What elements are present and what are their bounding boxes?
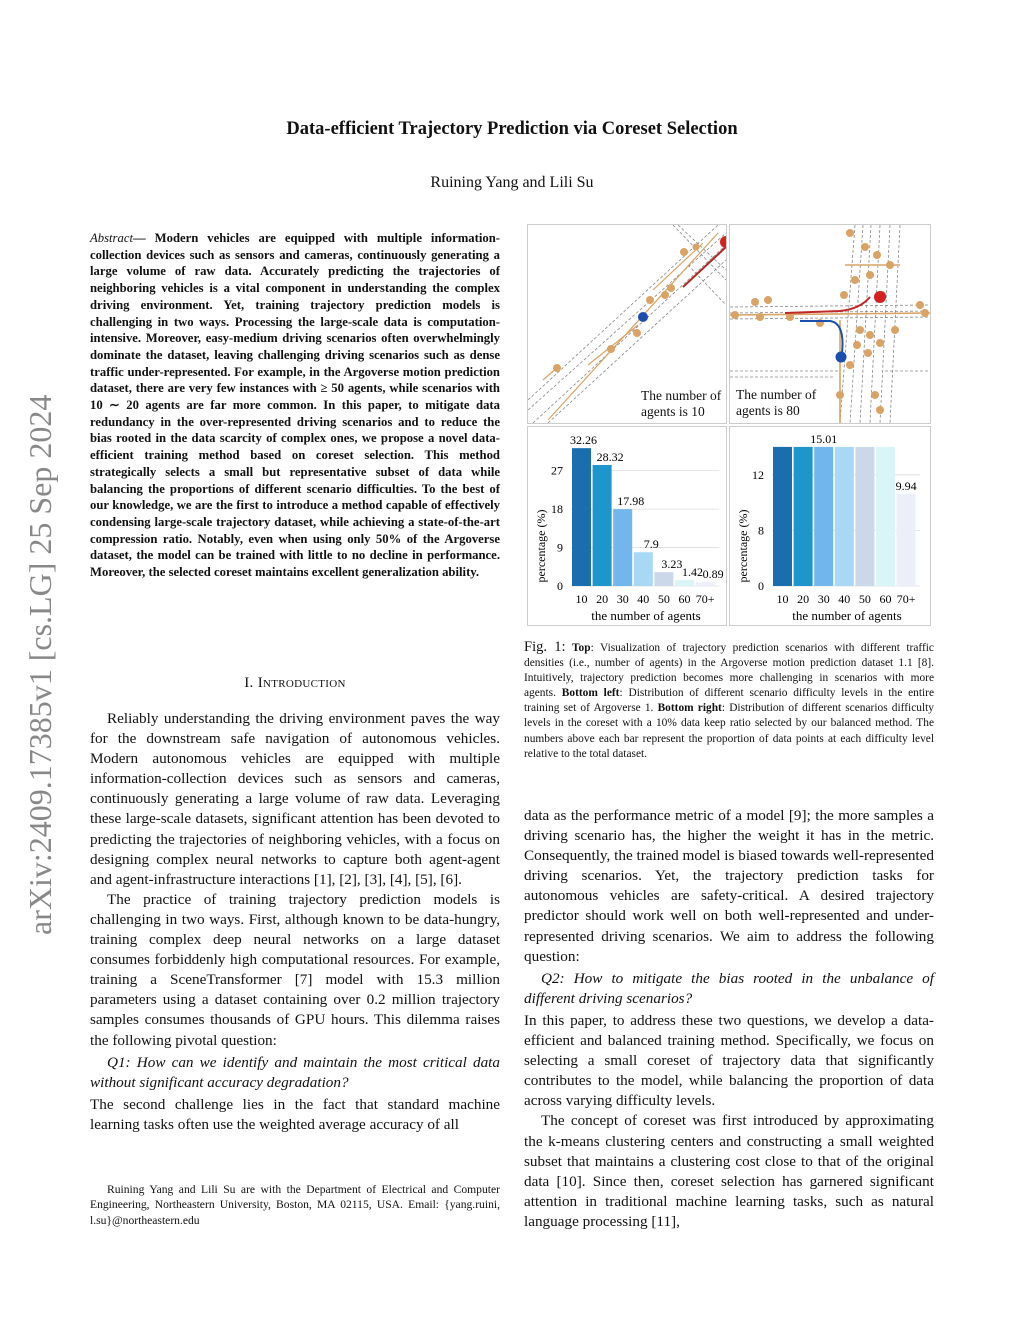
bar-chart-coreset — [730, 427, 930, 625]
y-tick-label: 0 — [758, 579, 764, 593]
bar-value-label: 17.98 — [617, 494, 645, 509]
bar-70+ — [897, 494, 916, 586]
x-tick-label: 30 — [817, 592, 830, 606]
x-tick-label: 60 — [879, 592, 892, 606]
paper-authors: Ruining Yang and Lili Su — [430, 174, 594, 191]
bar-value-label: 1.42 — [682, 564, 703, 579]
abstract — [90, 230, 500, 581]
caption-bold-label: Bottom right — [657, 702, 722, 715]
paper-title: Data-efficient Trajectory Prediction via Coreset Selection — [286, 119, 738, 139]
bar-20 — [794, 447, 813, 586]
paragraph: The concept of coreset was first introduced by approximating the k-means clustering centers and constructing a small weighted subset that maintains a clustering cost close to that of the original data [10]. Since then, coreset selection has garnered significant attention in traditional machine learning tasks, such as natural language processing [11], — [524, 1112, 934, 1230]
bar-value-label: 3.23 — [661, 557, 683, 572]
x-tick-label: 10 — [575, 592, 588, 606]
x-axis-label: the number of agents — [591, 608, 701, 623]
x-tick-label: 30 — [616, 592, 629, 606]
y-tick-label: 12 — [752, 467, 764, 482]
bar-value-label: 32.26 — [570, 433, 597, 448]
bar-value-label: 7.9 — [643, 537, 659, 552]
bar-60 — [876, 447, 895, 586]
x-tick-label: 60 — [678, 592, 691, 606]
y-tick-label: 8 — [758, 523, 764, 538]
bar-10 — [572, 448, 591, 586]
chart-panel-full-dataset — [527, 426, 727, 626]
bar-40 — [634, 552, 653, 586]
footnote-text: Ruining Yang and Lili Su are with the Department of Electrical and Computer Engineering, Northeastern University, Boston, MA 02115, USA. Email: {yang.ruini, l.su}@northeastern.edu — [90, 1183, 500, 1227]
x-tick-label: 70+ — [896, 592, 916, 606]
question-q1: Q1: How can we identify and maintain the most critical data without significant accuracy degradation? — [90, 1053, 500, 1091]
x-tick-label: 50 — [858, 592, 871, 606]
scene-panel-10-agents — [527, 224, 727, 424]
figure-caption — [524, 640, 934, 762]
bar-20 — [593, 465, 612, 586]
x-tick-label: 40 — [637, 592, 650, 606]
bar-value-label: 15.01 — [810, 431, 838, 446]
x-tick-label: 20 — [797, 592, 810, 606]
x-tick-label: 70+ — [695, 592, 715, 606]
chart-panel-coreset — [729, 426, 931, 626]
bar-10 — [773, 447, 792, 586]
paragraph: In this paper, to address these two questions, we develop a data-efficient and balanced training method. Specifically, we focus on selecting a small coreset of trajectory data that significantly contributes to the model, while balancing the proportion of data across varying difficulty levels. — [524, 1011, 934, 1110]
bar-value-label: 0.89 — [702, 567, 724, 582]
bar-70+ — [696, 582, 715, 586]
bar-value-label: 9.94 — [895, 478, 917, 493]
paragraph: The practice of training trajectory prediction models is challenging in two ways. First, although known to be data-hungry, training complex deep neural networks on a large dataset consumes forbiddenly high computational resources. For example, training a SceneTransformer [7] model with 15.3 million parameters using a dataset containing over 0.2 million trajectory samples consumes thousands of GPU hours. This dilemma raises the following pivotal question: — [90, 890, 500, 1049]
bar-30 — [613, 509, 632, 586]
x-tick-label: 10 — [776, 592, 789, 606]
y-axis-label: percentage (%) — [534, 509, 548, 583]
scene-label-10: The number of agents is 10 — [641, 388, 725, 420]
section-heading — [90, 675, 500, 692]
y-tick-label: 18 — [551, 502, 563, 517]
abstract-label: Abstract — [90, 231, 133, 245]
caption-bold-label: Top — [572, 642, 591, 654]
section-title: Introduction — [257, 675, 346, 691]
bar-value-label: 28.32 — [596, 449, 624, 464]
right-column-body — [524, 806, 934, 1232]
x-tick-label: 50 — [657, 592, 670, 606]
x-axis-label: the number of agents — [792, 608, 902, 623]
y-tick-label: 0 — [557, 579, 563, 593]
scene-panel-80-agents — [729, 224, 931, 424]
footnote — [90, 1182, 500, 1228]
caption-text: : Visualization of trajectory prediction scenarios with different traffic densities (i.e., number of agents) in the Argoverse motion prediction dataset 1.1 [8]. Intuitively, trajectory prediction becomes more challenging in scenarios with more agents. — [524, 642, 934, 700]
caption-text: : Distribution of different scenario difficulty levels in the entire training set of Argoverse 1. — [524, 687, 935, 715]
y-tick-label: 9 — [557, 540, 563, 555]
arxiv-watermark: arXiv:2409.17385v1 [cs.LG] 25 Sep 2024 — [22, 394, 58, 935]
y-axis-label: percentage (%) — [736, 509, 750, 583]
abstract-text: — Modern vehicles are equipped with multiple information-collection devices such as sensors and cameras, continuously generating a large volume of raw data. Accurately predicting the trajectories of neighboring vehicles is a vital component in understanding the complex driving environment. Yet, training trajectory prediction models is challenging in two ways. Processing the large-scale data is computation-intensive. Moreover, easy-medium driving scenarios often overwhelmingly dominate the dataset, leaving challenging driving scenarios such as dense traffic under-represented. For example, in the Argoverse motion prediction dataset, there are very few instances with ≥ 50 agents, while scenarios with 10 ∼ 20 agents are far more common. In this paper, to mitigate data redundancy in the over-represented driving scenarios and to reduce the bias rooted in the data scarcity of complex ones, we propose a novel data-efficient training method based on coreset selection. This method strategically selects a small but representative subset of data while balancing the proportions of different scenario difficulties. To the best of our knowledge, we are the first to introduce a method capable of effectively condensing large-scale trajectory dataset, while achieving a state-of-the-art compression ratio. Notably, even when using only 50% of the Argoverse dataset, the model can be trained with little to no decline in performance. Moreover, the selected coreset maintains excellent generalization ability. — [90, 231, 500, 580]
left-column-body — [90, 709, 500, 1135]
bar-50 — [654, 572, 673, 586]
caption-bold-label: Bottom left — [561, 687, 620, 700]
question-q2: Q2: How to mitigate the bias rooted in the unbalance of different driving scenarios? — [524, 969, 934, 1007]
y-tick-label: 27 — [551, 463, 563, 478]
bar-30 — [814, 447, 833, 586]
x-tick-label: 20 — [596, 592, 609, 606]
scene-label-80: The number of agents is 80 — [736, 387, 826, 419]
paragraph: Reliably understanding the driving environment paves the way for the downstream safe navigation of autonomous vehicles. Modern autonomous vehicles are equipped with multiple information-collection devices such as sensors and cameras, continuously generating a large volume of raw data. Leveraging these large-scale datasets, significant attention has been devoted to predicting the trajectories of neighboring vehicles, with a focus on designing complex neural networks to capture both agent-agent and agent-infrastructure interactions [1], [2], [3], [4], [5], [6]. — [90, 710, 500, 888]
figure-label: Fig. 1: — [524, 639, 566, 655]
bar-60 — [675, 580, 694, 586]
bar-40 — [835, 447, 854, 586]
caption-text: : Distribution of different scenarios difficulty levels in the coreset with a 10% data keep ratio selected by our balanced method. The numbers above each bar represent the proportion of data points at each difficulty level relative to the total dataset. — [524, 702, 934, 760]
paragraph: data as the performance metric of a model [9]; the more samples a driving scenario has, the higher the weight it has in the metric. Consequently, the trained model is biased towards well-represented driving scenarios. Yet, the trajectory prediction tasks for autonomous vehicles are safety-critical. A desired trajectory predictor should work well on both well-represented and under-represented driving scenarios. We aim to address the following question: — [524, 807, 934, 965]
bar-chart-full-dataset — [528, 427, 726, 625]
section-number: I. — [244, 675, 254, 691]
bar-50 — [855, 447, 874, 586]
paragraph: The second challenge lies in the fact that standard machine learning tasks often use the weighted average accuracy of all — [90, 1095, 500, 1133]
x-tick-label: 40 — [838, 592, 851, 606]
